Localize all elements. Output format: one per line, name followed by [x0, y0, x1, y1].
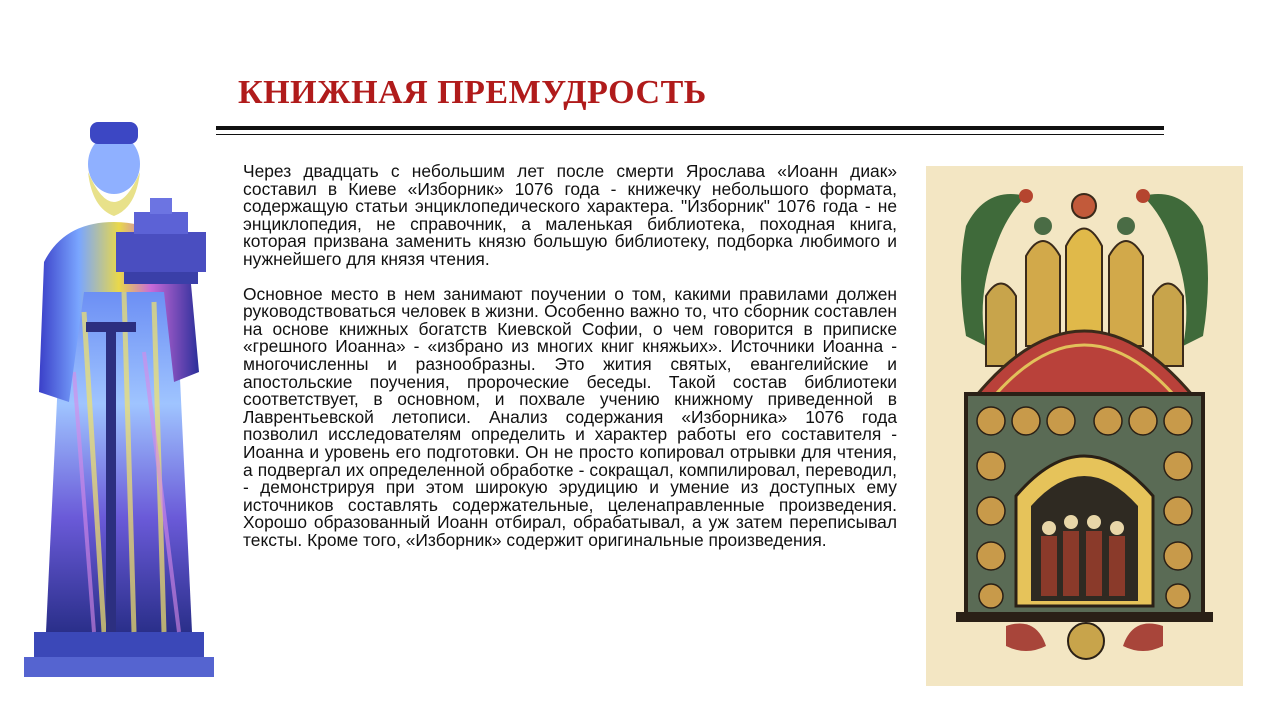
manuscript-miniature-image: [926, 166, 1243, 686]
statue-image: [24, 112, 222, 680]
body-text: [243, 163, 897, 549]
title-divider-thin: [216, 134, 1164, 135]
paragraph-1: Через двадцать с небольшим лет после смерти Ярослава «Иоанн диак» составил в Киеве «Изборник» 1076 года - книжечку небольшого формата, содержащую статьи энциклопедического характера. "Изборник" 1076 года - не энциклопедия, не справочник, а маленькая библиотека, походная книга, которая призвана заменить князю большую библиотеку, подборка любимого и нужнейшего для князя чтения.: [243, 161, 897, 269]
slide-title: КНИЖНАЯ ПРЕМУДРОСТЬ: [238, 74, 707, 111]
paragraph-2: Основное место в нем занимают поучении о том, какими правилами должен руководствоваться человек в жизни. Особенно важно то, что сборник составлен на основе книжных богатств Киевской Софии, о чем говорится в приписке «грешного Иоанна» - «избрано из многих книг княжьих». Источники Иоанна - многочисленны и разнообразны. Это жития святых, евангелийские и апостольские поучения, пророческие беседы. Такой состав библиотеки соответствует, в основном, и похвале учению книжному приведенной в Лаврентьевской летописи. Анализ содержания «Изборника» 1076 года позволил исследователям определить и характер работы его составителя - Иоанна и уровень его подготовки. Он не просто копировал отрывки для чтения, а подвергал их определенной обработке - сокращал, компилировал, переводил, - демонстрируя при этом широкую эрудицию и умение из доступных ему источников составлять содержательные, целенаправленные произведения. Хорошо образованный Иоанн отбирал, обрабатывал, а уж затем переписывал тексты. Кроме того, «Изборник» содержит оригинальные произведения.: [243, 283, 897, 550]
title-divider-thick: [216, 126, 1164, 130]
